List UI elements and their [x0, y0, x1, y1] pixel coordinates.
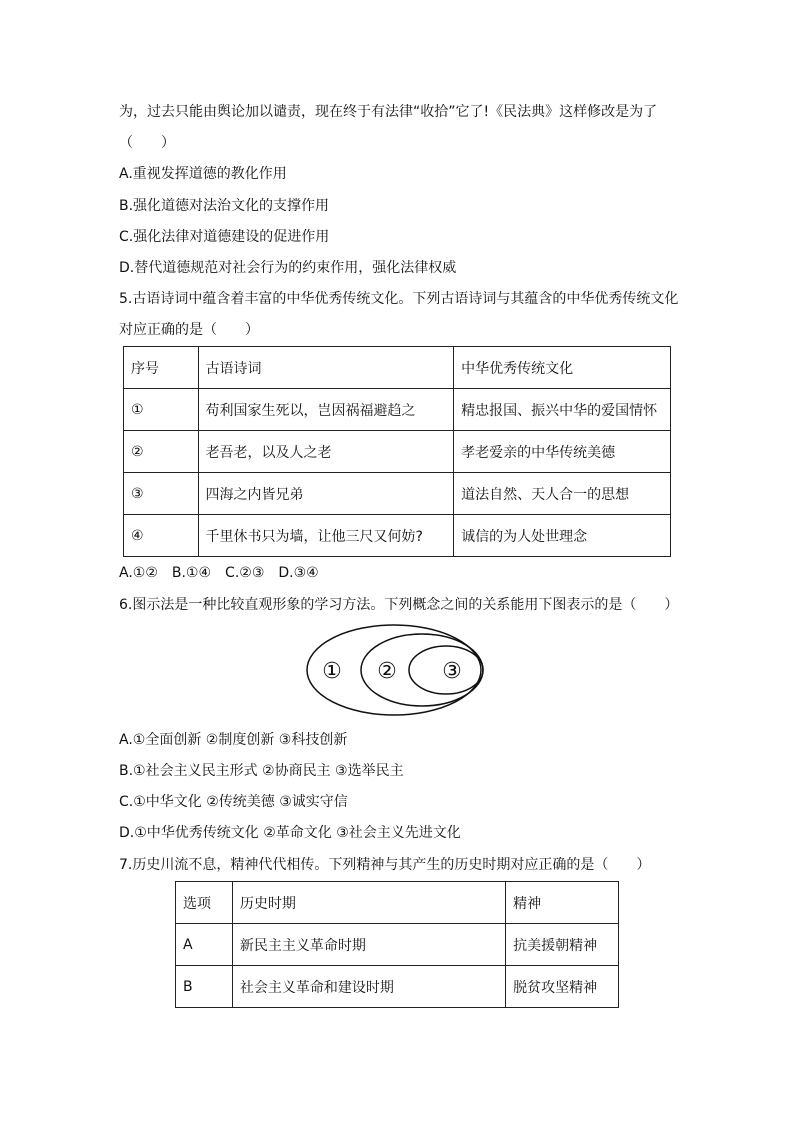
table-row	[124, 473, 671, 515]
q4-bracket: （ ）	[119, 135, 175, 151]
table-header-cell: 选项	[176, 882, 233, 924]
table-header-cell: 中华优秀传统文化	[454, 347, 671, 389]
q5-stem-line1: 5.古语诗词中蕴含着丰富的中华优秀传统文化。下列古语诗词与其蕴含的中华优秀传统文化	[119, 291, 679, 307]
q6-option-c: C.①中华文化 ②传统美德 ③诚实守信	[119, 794, 348, 810]
table-cell: ③	[124, 473, 199, 515]
table-header-cell: 历史时期	[232, 882, 505, 924]
table-cell: 道法自然、天人合一的思想	[454, 473, 671, 515]
q6-option-d: D.①中华优秀传统文化 ②革命文化 ③社会主义先进文化	[119, 825, 461, 841]
table-cell: 老吾老，以及人之老	[198, 431, 454, 473]
table-row	[124, 389, 671, 431]
table-header-row	[124, 347, 671, 389]
table-cell: 抗美援朝精神	[506, 924, 619, 966]
q6-stem: 6.图示法是一种比较直观形象的学习方法。下列概念之间的关系能用下图表示的是（ ）	[119, 597, 679, 613]
table-row	[124, 431, 671, 473]
table-header-cell: 序号	[124, 347, 199, 389]
table-cell: 四海之内皆兄弟	[198, 473, 454, 515]
table-cell: 社会主义革命和建设时期	[232, 966, 505, 1008]
label-2: ②	[377, 659, 397, 684]
label-1: ①	[322, 659, 342, 684]
table-header-cell: 精神	[506, 882, 619, 924]
q6-option-a: A.①全面创新 ②制度创新 ③科技创新	[119, 732, 348, 748]
q4-option-a: A.重视发挥道德的教化作用	[119, 166, 287, 182]
table-cell: ④	[124, 515, 199, 557]
nested-ellipse-diagram	[300, 623, 500, 718]
table-row	[124, 515, 671, 557]
q6-option-b: B.①社会主义民主形式 ②协商民主 ③选举民主	[119, 763, 404, 779]
table-cell: B	[176, 966, 233, 1008]
table-row	[176, 966, 619, 1008]
table-cell: 新民主主义革命时期	[232, 924, 505, 966]
table-cell: 脱贫攻坚精神	[506, 966, 619, 1008]
q4-option-b: B.强化道德对法治文化的支撑作用	[119, 198, 330, 214]
table-cell: ②	[124, 431, 199, 473]
table-cell: ①	[124, 389, 199, 431]
table-cell: 精忠报国、振兴中华的爱国情怀	[454, 389, 671, 431]
q4-option-c: C.强化法律对道德建设的促进作用	[119, 229, 330, 245]
table-cell: A	[176, 924, 233, 966]
table-header-cell: 古语诗词	[198, 347, 454, 389]
q7-stem: 7.历史川流不息，精神代代相传。下列精神与其产生的历史时期对应正确的是（ ）	[119, 857, 651, 873]
q7-table	[175, 881, 619, 1008]
table-cell: 孝老爱亲的中华传统美德	[454, 431, 671, 473]
label-3: ③	[442, 659, 462, 684]
q4-stem-tail: 为，过去只能由舆论加以谴责，现在终于有法律“收拾”它了!《民法典》这样修改是为了	[119, 104, 658, 120]
table-cell: 千里休书只为墙，让他三尺又何妨?	[198, 515, 454, 557]
q5-table	[123, 346, 671, 557]
q5-answer-options: A.①② B.①④ C.②③ D.③④	[119, 565, 319, 581]
table-cell: 诚信的为人处世理念	[454, 515, 671, 557]
table-row	[176, 924, 619, 966]
q4-option-d: D.替代道德规范对社会行为的约束作用，强化法律权威	[119, 260, 457, 276]
table-header-row	[176, 882, 619, 924]
q5-stem-line2: 对应正确的是（ ）	[119, 322, 259, 338]
table-cell: 苟利国家生死以，岂因祸福避趋之	[198, 389, 454, 431]
